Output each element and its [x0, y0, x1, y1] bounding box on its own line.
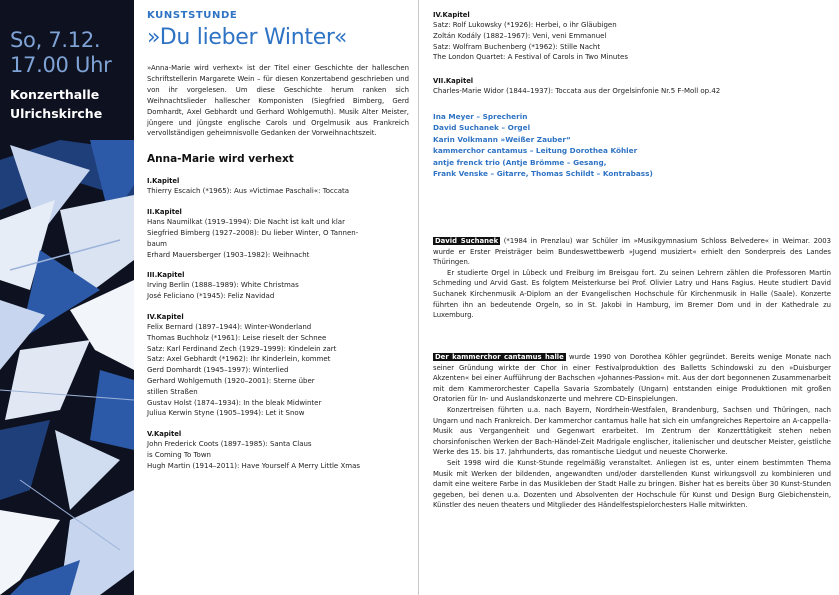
chapter-title: IV.Kapitel [147, 312, 184, 321]
bio-text: (*1984 in Prenzlau) war Schüler im »Musikgymnasium Schloss Belvedere« in Weimar. 2003 wurde er Erster Preisträger beim Bundeswettbewerb »Jugend musiziert« erhielt den Sonderpreis des Landes Thüringen. [433, 237, 831, 267]
chapter-title: II.Kapitel [147, 208, 182, 217]
column-divider [418, 0, 419, 595]
program-item: John Frederick Coots (1897–1985): Santa Claus [147, 440, 312, 449]
program-item: Irving Berlin (1888–1989): White Christmas [147, 281, 299, 290]
series-kicker: KUNSTSTUNDE [147, 10, 238, 21]
program-item: Satz: Axel Gebhardt (*1962): Ihr Kinderlein, kommet [147, 355, 331, 364]
program-item: baum [147, 239, 167, 248]
venue-church: Ulrichskirche [10, 106, 103, 121]
chapter-title: III.Kapitel [147, 271, 185, 280]
program-item: Siegfried Bimberg (1927–2008): Du lieber Winter, O Tannen- [147, 228, 359, 237]
bio-paragraph: Er studierte Orgel in Lübeck und Freiburg im Breisgau fort. Zu seinen Lehrern zählen die Professoren Martin Schmeding und Arvid Gast. Es folgtem Meisterkurse bei Prof. Olivier Latry und Hans Fagius. Heute studiert David Suchanek Kirchenmusik A-Diplom an der Evangelischen Hochschule für Kirchenmusik in Halle (Saale). Konzerte führten ihn an bedeutende Orgeln, so in St. Jakobi in Hamburg, im Bremer Dom und in der Kathedrale zu Luxemburg. [433, 268, 831, 320]
program-item: Zoltán Kodály (1882–1967): Veni, veni Emmanuel [433, 31, 607, 40]
left-column [147, 10, 409, 471]
bio-paragraph [433, 352, 831, 405]
program-item: stillen Straßen [147, 387, 198, 396]
chapter-5 [147, 429, 409, 471]
chapter-7 [433, 76, 833, 97]
program-item: Erhard Mauersberger (1903–1982): Weihnacht [147, 250, 310, 259]
program-item: Gerhard Wohlgemuth (1920–2001): Sterne über [147, 376, 315, 385]
bio-paragraph: Konzertreisen führten u.a. nach Bayern, Nordrhein-Westfalen, Brandenburg, Sachsen und Thüringen, nach Ungarn und nach Frankreich. Der kammerchor cantamus halle hat sich ein umfangreiches Repertoire an A-cappella-Musik aus Vergangenheit und Gegenwart erarbeitet. Im Zentrum der Konzerttätigkeit stehen neben chorsinfonischen Werken der Bach-Händel-Zeit Madrigale englischer, italienischer und deutscher Meister, geistliche Werke des 15. bis 17. Jahrhunderts, das romantische Liedgut und neueste Chorwerke. [433, 405, 831, 457]
program-item: Hans Naumilkat (1919–1994): Die Nacht ist kalt und klar [147, 218, 345, 227]
sidebar [0, 0, 134, 595]
intro-text: »Anna-Marie wird verhext« ist der Titel einer Geschichte der halleschen Schriftstellerin Margarete Wein – für diesen Konzertabend geschrieben und von ihr vorgelesen. Um diese Geschichte herum ranken sich Weihnachtslieder hallescher Komponisten (Siegfried Bimberg, Gerd Domhardt, Axel Gebhardt und Gerhard Wohlgemuth). Musik Alter Meister, jüngere und jüngste englische Carols und Orgelmusik aus Frankreich vervollständigen geheimnisvolle Gedanken der Vorweihnachtszeit. [147, 64, 409, 138]
chapter-title: IV.Kapitel [433, 11, 470, 19]
program-item: Gustav Holst (1874–1934): In the bleak Midwinter [147, 398, 322, 407]
chapter-2 [147, 207, 409, 260]
program-item: Satz: Karl Ferdinand Zech (1929–1999): Kindelein zart [147, 344, 337, 353]
event-time: 17.00 Uhr [10, 53, 112, 77]
program-item: Charles-Marie Widor (1844–1937): Toccata aus der Orgelsinfonie Nr.5 F-Moll op.42 [433, 87, 721, 96]
performer: Karin Volkmann »Weißer Zauber“ [433, 134, 571, 144]
chapter-title: I.Kapitel [147, 177, 180, 186]
program-item: Thierry Escaich (*1965): Aus »Victimae Paschali«: Toccata [147, 187, 350, 196]
chapter-1 [147, 176, 409, 197]
event-day: So, 7.12. [10, 28, 101, 52]
bio-text: wurde 1990 von Dorothea Köhler gegründet. Bereits wenige Monate nach seiner Gründung wirkte der Chor in einer Festivalproduktion des Balletts Schindowski zu den »Duisburger Akzenten« bei einer Aufführung der Bachschen »Johannes-Passion« mit. Aus der dort begonnenen Zusammenarbeit mit dem Kammerorchester Capella Savaria Szombately (Ungarn) entstanden einige Produktionen mit großen Oratorien für In- und Auslandskonzerte und mehrere CD-Einspielungen. [433, 353, 831, 404]
performer: Frank Venske – Gitarre, Thomas Schildt – Kontrabass) [433, 169, 653, 179]
program-item: Juliua Kerwin Styne (1905–1994): Let it Snow [147, 409, 305, 418]
venue-name: Konzerthalle [10, 87, 100, 102]
performer: kammerchor cantamus – Leitung Dorothea Köhler [433, 146, 638, 156]
event-date [0, 12, 134, 82]
chapter-4 [147, 312, 409, 419]
performer: Ina Meyer – Sprecherin [433, 111, 528, 121]
bio-suchanek [433, 236, 831, 321]
bio-paragraph [433, 236, 831, 268]
bio-name-highlight: Der kammerchor cantamus halle [435, 353, 564, 361]
program-item: Gerd Domhardt (1945–1997): Winterlied [147, 366, 289, 375]
chapter-6 [433, 10, 833, 63]
program-item: Satz: Rolf Lukowsky (*1926): Herbei, o ihr Gläubigen [433, 21, 617, 29]
right-column [433, 10, 833, 179]
performer: David Suchanek – Orgel [433, 123, 531, 133]
bio-name-highlight: David Suchanek [435, 237, 499, 245]
program-item: Satz: Wolfram Buchenberg (*1962): Stille Nacht [433, 42, 601, 51]
program-item: José Feliciano (*1945): Feliz Navidad [147, 292, 275, 301]
program-item: Thomas Buchholz (*1961): Leise rieselt der Schnee [147, 333, 327, 342]
concert-title: »Du lieber Winter« [147, 25, 348, 50]
chapter-3 [147, 270, 409, 302]
chapter-title: V.Kapitel [147, 430, 182, 439]
program-item: Felix Bernard (1897–1944): Winter-Wonderland [147, 322, 312, 331]
performers-list [433, 111, 833, 179]
chapter-title: VII.Kapitel [433, 77, 474, 86]
program-item: The London Quartet: A Festival of Carols in Two Minutes [433, 53, 629, 62]
program-item: is Coming To Town [147, 450, 211, 459]
program-item: Hugh Martin (1914–2011): Have Yourself A Merry Little Xmas [147, 461, 361, 470]
ice-shard-artwork [0, 140, 134, 595]
performer: antje frenck trio (Antje Brömme – Gesang, [433, 157, 607, 167]
bio-kammerchor [433, 352, 831, 511]
bio-paragraph: Seit 1998 wird die Kunst-Stunde regelmäßig veranstaltet. Anliegen ist es, unter einem bestimmten Thema Musik mit Werken der bildenden, angewandten und/oder darstellenden Kunst wirkungsvoll zu kombinieren und damit eine weitere Farbe in das Musikleben der Stadt Halle zu bringen. Bisher hat es bereits über 30 Kunst-Stunden gegeben, bei denen u.a. Dozenten und Absolventen der Hochschule für Kunst und Design Burg Giebichenstein, Künstler des neuen theaters und Mitglieder des Händelfestspielorchesters Halle mitwirkten. [433, 458, 831, 510]
program-heading: Anna-Marie wird verhext [147, 153, 294, 166]
